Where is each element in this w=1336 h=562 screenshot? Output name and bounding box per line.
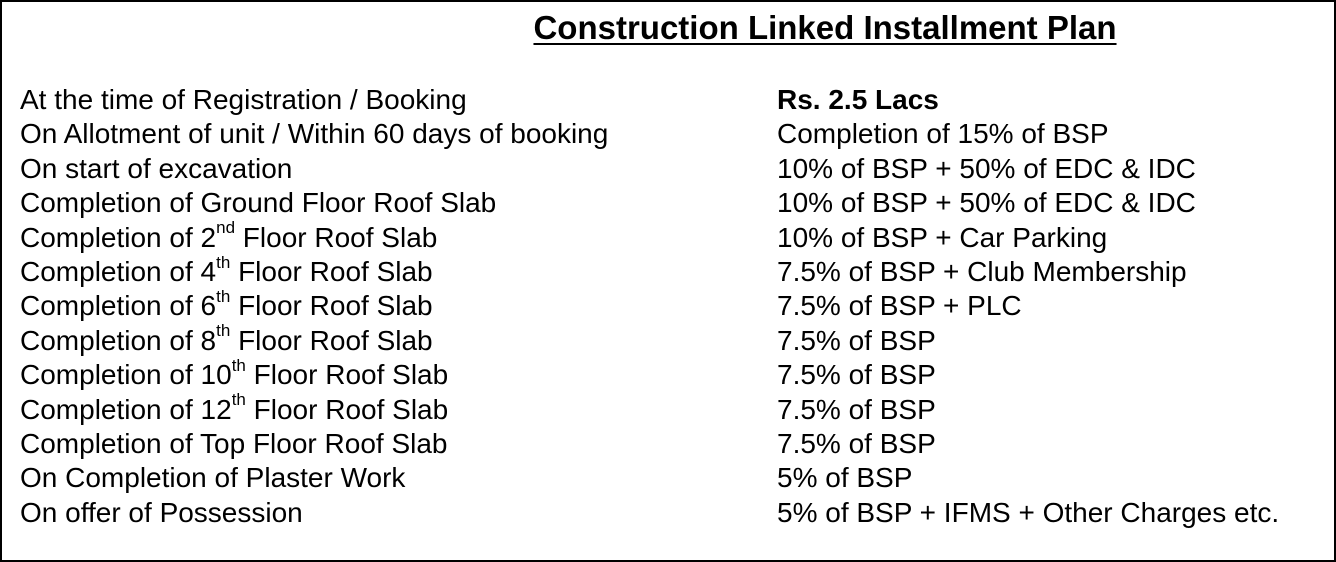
ordinal-suffix: th (216, 252, 231, 272)
installment-amount: 7.5% of BSP (777, 393, 936, 425)
milestone-label (20, 289, 433, 323)
milestone-label (20, 117, 608, 151)
milestone-text-rest: Floor Roof Slab (230, 290, 433, 322)
installment-list (20, 83, 1330, 530)
milestone-label (20, 355, 449, 392)
table-row (20, 390, 1330, 427)
milestone-label (20, 496, 303, 530)
milestone-label (20, 252, 433, 289)
table-row (20, 496, 1330, 530)
milestone-label (20, 390, 449, 427)
table-row (20, 355, 1330, 392)
milestone-text: Completion of 8 (20, 324, 217, 356)
ordinal-suffix: nd (216, 218, 236, 238)
table-row (20, 252, 1330, 289)
installment-amount: 10% of BSP + 50% of EDC & IDC (777, 187, 1196, 219)
table-row (20, 321, 1330, 358)
milestone-text-rest: Floor Roof Slab (230, 324, 433, 356)
milestone-text: On Completion of Plaster Work (20, 462, 406, 494)
table-row (20, 218, 1330, 255)
table-row (20, 186, 1330, 220)
milestone-text: Completion of Ground Floor Roof Slab (20, 187, 497, 219)
ordinal-suffix: th (216, 321, 231, 341)
table-row (20, 289, 1330, 323)
milestone-text-rest: Floor Roof Slab (235, 221, 438, 253)
ordinal-suffix: th (231, 390, 246, 410)
milestone-label (20, 152, 292, 186)
table-row (20, 117, 1330, 151)
milestone-text: Completion of 10 (20, 359, 232, 391)
milestone-label (20, 427, 448, 461)
milestone-text: Completion of 12 (20, 393, 232, 425)
milestone-text: Completion of 4 (20, 255, 217, 287)
installment-amount: 5% of BSP + IFMS + Other Charges etc. (777, 496, 1280, 528)
installment-amount: 7.5% of BSP (777, 324, 936, 356)
milestone-text: On offer of Possession (20, 496, 303, 528)
milestone-text: Completion of 6 (20, 290, 217, 322)
table-row (20, 83, 1330, 117)
milestone-text-rest: Floor Roof Slab (245, 359, 449, 391)
ordinal-suffix: th (216, 287, 231, 307)
milestone-label (20, 218, 438, 255)
ordinal-suffix: th (231, 355, 246, 375)
installment-amount: 10% of BSP + 50% of EDC & IDC (777, 152, 1196, 184)
installment-amount: 7.5% of BSP + Club Membership (777, 255, 1187, 287)
installment-amount: 7.5% of BSP (777, 427, 936, 459)
milestone-text-rest: Floor Roof Slab (245, 393, 449, 425)
installment-amount: Rs. 2.5 Lacs (777, 84, 939, 115)
milestone-text: On start of excavation (20, 152, 293, 184)
milestone-text: Completion of Top Floor Roof Slab (20, 427, 448, 459)
installment-amount: 7.5% of BSP (777, 359, 936, 391)
installment-amount: 10% of BSP + Car Parking (777, 221, 1108, 253)
milestone-text: At the time of Registration / Booking (20, 84, 467, 115)
milestone-text: On Allotment of unit / Within 60 days of booking (20, 118, 609, 150)
installment-amount: 7.5% of BSP + PLC (777, 290, 1022, 322)
milestone-label (20, 321, 433, 358)
installment-amount: 5% of BSP (777, 462, 913, 494)
table-row (20, 152, 1330, 186)
milestone-label (20, 461, 405, 495)
milestone-label (20, 186, 496, 220)
page-title: Construction Linked Installment Plan (533, 9, 1117, 46)
milestone-text-rest: Floor Roof Slab (230, 255, 433, 287)
milestone-label (20, 83, 467, 117)
table-row (20, 461, 1330, 495)
table-row (20, 427, 1330, 461)
milestone-text: Completion of 2 (20, 221, 217, 253)
installment-amount: Completion of 15% of BSP (777, 118, 1109, 150)
